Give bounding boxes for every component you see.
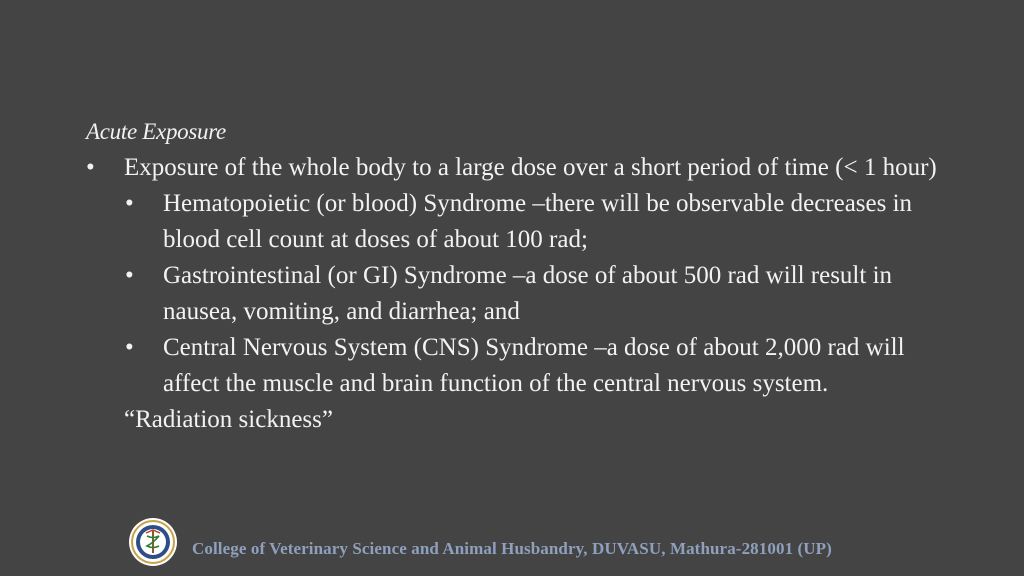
bullet-marker: • (86, 154, 95, 181)
bullet-marker: • (125, 334, 134, 361)
main-bullet-text: Exposure of the whole body to a large dose over a short period of time (< 1 hour) (124, 154, 937, 181)
sub-bullet-item (86, 258, 966, 330)
sub-bullet-item (86, 186, 966, 258)
slide-footer (128, 517, 988, 569)
sub-bullet-item (86, 330, 966, 402)
sub-bullet-text: Central Nervous System (CNS) Syndrome –a dose of about 2,000 rad will affect the muscle and brain function of the central nervous system. (163, 334, 905, 397)
bullet-marker: • (125, 262, 134, 289)
college-emblem-icon (128, 517, 178, 567)
sub-bullet-text: Hematopoietic (or blood) Syndrome –there will be observable decreases in blood cell count at doses of about 100 rad; (163, 190, 913, 253)
main-bullet-item (86, 150, 966, 186)
closing-note: “Radiation sickness” (124, 406, 333, 433)
sub-bullet-text: Gastrointestinal (or GI) Syndrome –a dose of about 500 rad will result in nausea, vomiting, and diarrhea; and (163, 262, 893, 325)
slide-heading: Acute Exposure (86, 119, 226, 144)
footer-institution-text: College of Veterinary Science and Animal Husbandry, DUVASU, Mathura-281001 (UP) (192, 539, 832, 558)
bullet-marker: • (125, 190, 134, 217)
slide-content (86, 116, 966, 438)
